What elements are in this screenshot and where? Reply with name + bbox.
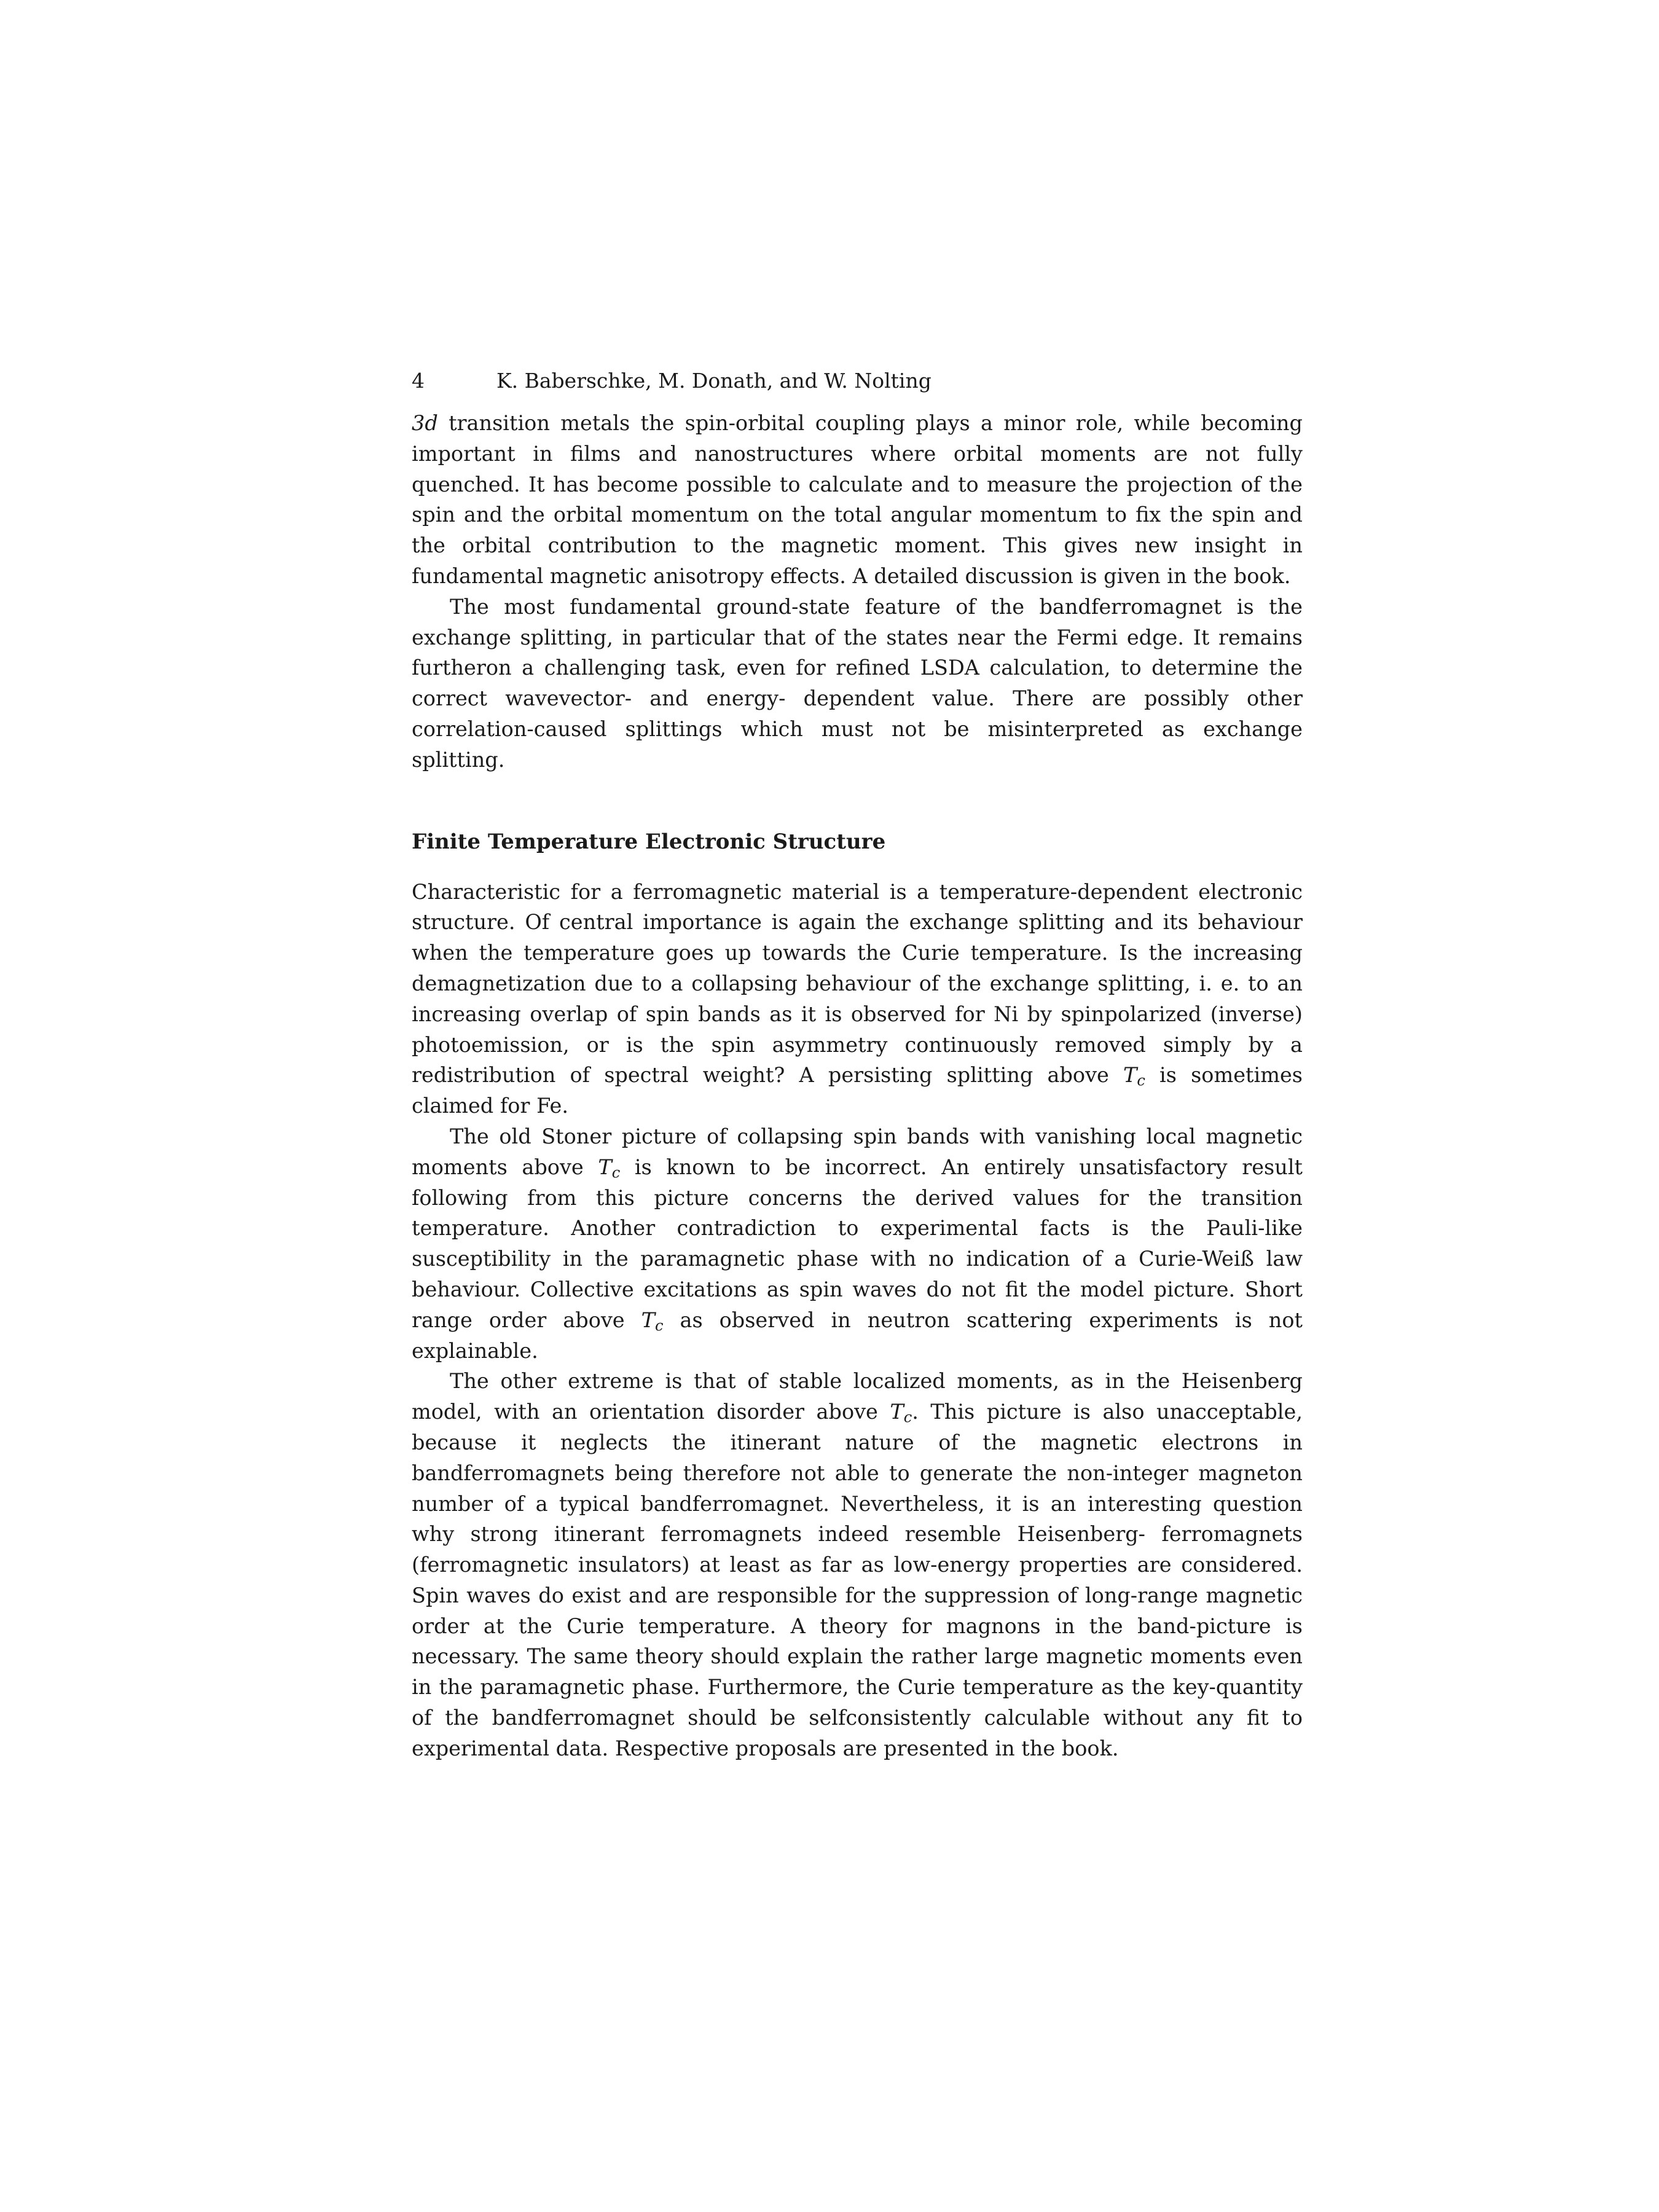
math-tc-subscript: c — [654, 1317, 664, 1335]
text-span: is known to be incorrect. An entirely unsatisfactory result following from this picture concerns the derived values for the transition temperature. Another contradiction to experimental facts is the Pauli-like susceptibility in the paramagnetic phase with no indication of a Curie-Weiß law behaviour. Collective excitations as spin waves do not fit the model picture. Short range order above — [412, 1155, 1303, 1332]
math-tc-symbol: T — [1123, 1063, 1137, 1088]
text-span: The other extreme is that of stable localized moments, as in the Heisenberg model, with an orientation disorder above — [412, 1369, 1303, 1424]
math-3d: 3d — [412, 411, 438, 435]
section-heading: Finite Temperature Electronic Structure — [412, 829, 886, 854]
paragraph-exchange-splitting: The most fundamental ground-state feature of the bandferromagnet is the exchange splitting, in particular that of the states near the Fermi edge. It remains furtheron a challenging task, even for refined LSDA calculation, to determine the correct wavevector- and energy- dependent value. There are possibly other correlation-caused splittings which must not be misinterpreted as exchange splitting. — [412, 594, 1303, 772]
paragraph-localized-moments — [412, 1366, 1303, 1763]
text-span: The old Stoner picture of collapsing spin bands with vanishing local magnetic moments above — [412, 1124, 1303, 1179]
math-tc — [890, 1400, 912, 1424]
math-tc-subscript: c — [611, 1164, 621, 1182]
running-head-authors: K. Baberschke, M. Donath, and W. Nolting — [496, 369, 931, 393]
paragraph-spin-orbital — [412, 408, 1303, 592]
math-tc — [641, 1308, 664, 1335]
math-tc-symbol: T — [890, 1400, 904, 1424]
math-tc-symbol: T — [641, 1308, 655, 1332]
page-content — [412, 367, 1303, 1764]
paragraph-characteristic — [412, 877, 1303, 1121]
text-span: is sometimes claimed for Fe. — [412, 1063, 1303, 1118]
math-tc-symbol: T — [598, 1155, 612, 1179]
paragraph-spin-orbital-text: transition metals the spin-orbital coupling plays a minor role, while becoming important in films and nanostructures where orbital moments are not fully quenched. It has become possible to calculate and to measure the projection of the spin and the orbital momentum on the total angular momentum to fix the spin and the orbital contribution to the magnetic moment. This gives new insight in fundamental magnetic anisotropy effects. A detailed discussion is given in the book. — [412, 411, 1303, 588]
running-head — [412, 367, 1303, 394]
body-text — [412, 408, 1303, 1764]
paragraph-stoner-picture — [412, 1121, 1303, 1366]
text-span: as observed in neutron scattering experiments is not explainable. — [412, 1308, 1303, 1363]
math-tc — [1123, 1063, 1145, 1087]
text-span: . This picture is also unacceptable, because it neglects the itinerant nature of the magnetic electrons in bandferromagnets being therefore not able to generate the non-integer magneton number of a typical bandferromagnet. Nevertheless, it is an interesting question why strong itinerant ferromagnets indeed resemble Heisenberg- ferromagnets (ferromagnetic insulators) at least as far as low-energy properties are considered. Spin waves do exist and are responsible for the suppression of long-range magnetic order at the Curie temperature. A theory for magnons in the band-picture is necessary. The same theory should explain the rather large magnetic moments even in the paramagnetic phase. Furthermore, the Curie temperature as the key-quantity of the bandferromagnet should be selfconsistently calculable without any fit to experimental data. Respective proposals are presented in the book. — [412, 1400, 1303, 1760]
math-tc — [598, 1155, 621, 1182]
text-span: Characteristic for a ferromagnetic material is a temperature-dependent electronic structure. Of central importance is again the exchange splitting and its behaviour when the temperature goes up towards the Curie temperature. Is the increasing demagnetization due to a collapsing behaviour of the exchange splitting, i. e. to an increasing overlap of spin bands as it is observed for Ni by spinpolarized (inverse) photoemission, or is the spin asymmetry continuously removed simply by a redistribution of spectral weight? A persisting splitting above — [412, 879, 1303, 1088]
math-tc-subscript: c — [903, 1408, 912, 1426]
math-tc-subscript: c — [1137, 1072, 1145, 1089]
page-number: 4 — [412, 369, 425, 393]
